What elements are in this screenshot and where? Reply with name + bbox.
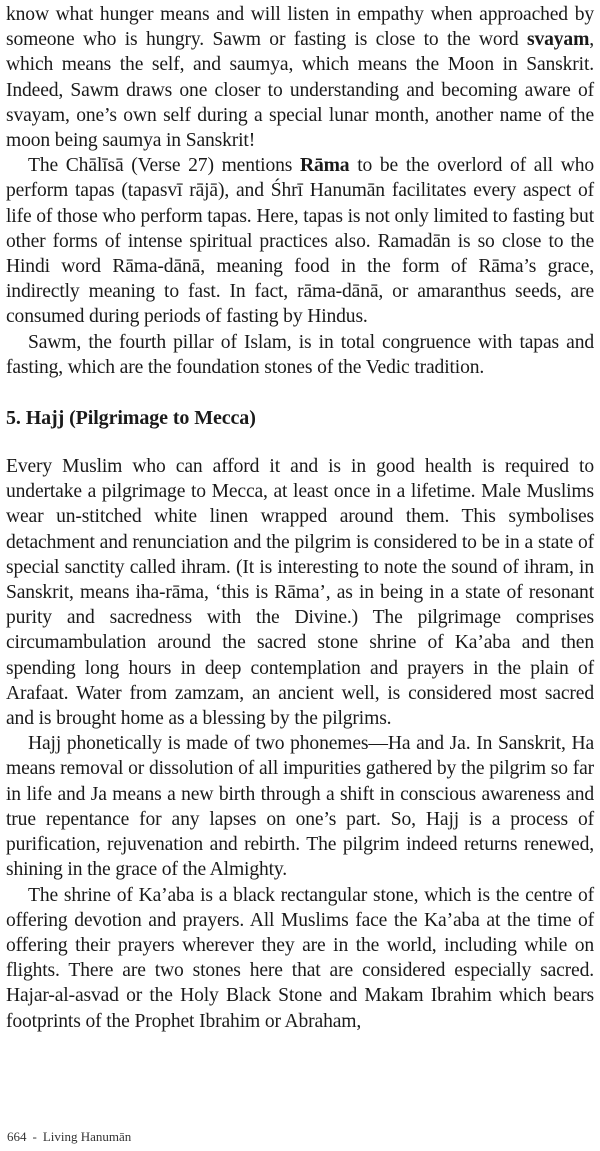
bold-term-svayam: svayam: [527, 29, 590, 51]
paragraph-text: know what hunger means and will listen in empathy when approached by someone who is hungry. Sawm or fasting is close to the word: [6, 4, 594, 51]
paragraph-chalisa: [6, 153, 594, 329]
footer-separator: -: [32, 1129, 37, 1144]
page-body: [6, 0, 594, 1034]
page-footer: [7, 1129, 131, 1145]
paragraph-continued: [6, 2, 594, 153]
section-heading: 5. Hajj (Pilgrimage to Mecca): [6, 407, 256, 430]
paragraph-text: , which means the self, and saumya, which means the Moon in Sanskrit. Indeed, Sawm draws one closer to understanding and becoming aware of svayam, one’s own self during a special lunar month, another name of the moon being saumya in Sanskrit!: [6, 29, 594, 152]
page-number: 664: [7, 1129, 27, 1144]
paragraph-hajj-phonetics: Hajj phonetically is made of two phonemes—Ha and Ja. In Sanskrit, Ha means removal or dissolution of all impurities gathered by the pilgrim so far in life and Ja means a new birth through a shift in conscious awareness and true repentance for any lapses on one’s part. So, Hajj is a process of purification, rejuvenation and rebirth. The pilgrim indeed returns renewed, shining in the grace of the Almighty.: [6, 733, 594, 881]
paragraph-hajj-intro: Every Muslim who can afford it and is in good health is required to undertake a pilgrimage to Mecca, at least once in a lifetime. Male Muslims wear un-stitched white linen wrapped around them. This symbolises detachment and renunciation and the pilgrim is considered to be in a state of special sanctity called ihram. (It is interesting to note the sound of ihram, in Sanskrit, means iha-rāma, ‘this is Rāma’, as in being in a state of resonant purity and sacredness with the Divine.) The pilgrimage comprises circumambulation around the sacred stone shrine of Ka’aba and then spending long hours in deep contemplation and prayers in the plain of Arafaat. Water from zamzam, an ancient well, is considered most sacred and is brought home as a blessing by the pilgrims.: [6, 456, 594, 730]
paragraph-sawm: Sawm, the fourth pillar of Islam, is in total congruence with tapas and fasting, which are the foundation stones of the Vedic tradition.: [6, 331, 594, 378]
book-title: Living Hanumān: [42, 1129, 132, 1144]
paragraph-text: to be the overlord of all who perform tapas (tapasvī rājā), and Śhrī Hanumān facilitates every aspect of life of those who perform tapas. Here, tapas is not only limited to fasting but other forms of intense spiritual practices also. Ramadān is so close to the Hindi word Rāma-dānā, meaning food in the form of Rāma’s grace, indirectly meaning to fast. In fact, rāma-dānā, or amaranthus seeds, are consumed during periods of fasting by Hindus.: [6, 155, 594, 328]
bold-term-rama: Rāma: [299, 155, 350, 177]
paragraph-kaaba: The shrine of Ka’aba is a black rectangular stone, which is the centre of offering devotion and prayers. All Muslims face the Ka’aba at the time of offering their prayers wherever they are in the world, including while on flights. There are two stones here that are considered especially sacred. Hajar-al-asvad or the Holy Black Stone and Makam Ibrahim which bears footprints of the Prophet Ibrahim or Abraham,: [6, 884, 594, 1032]
paragraph-text: The Chālīsā (Verse 27) mentions: [28, 155, 300, 177]
